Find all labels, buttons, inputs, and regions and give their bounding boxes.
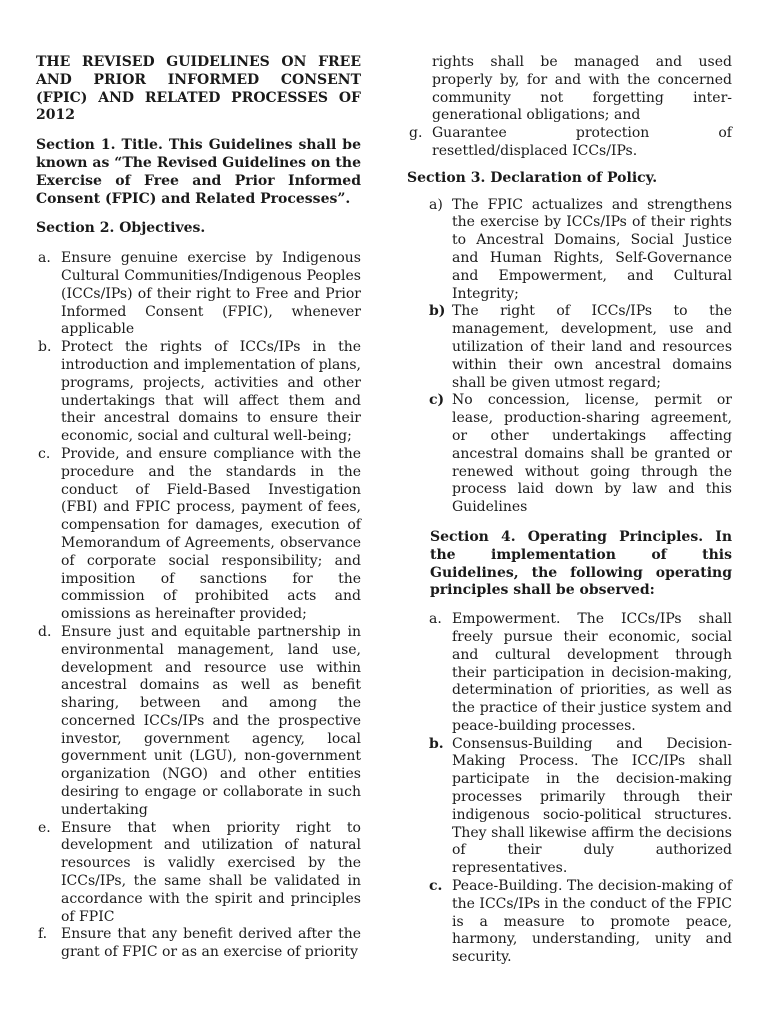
- list-item: [36, 446, 361, 624]
- list-item-text: Protect the rights of ICCs/IPs in the introduction and implementation of plans, programs, projects, activities and other undertakings that will affect them and their ancestral domains to ensure their economic, social and cultural well-being;: [61, 339, 361, 445]
- list-item: [36, 250, 361, 339]
- list-item: [36, 624, 361, 820]
- list-item: [36, 926, 361, 962]
- list-item-text: Consensus-Building and Decision-Making Process. The ICC/IPs shall participate in the decision-making processes primarily through their indigenous socio-political structures. They shall likewise affirm the decisions of their duly authorized representatives.: [452, 735, 732, 877]
- list-marker: c.: [38, 445, 51, 462]
- section-3-heading: Section 3. Declaration of Policy.: [407, 169, 658, 186]
- list-item: [407, 392, 732, 517]
- list-item-text: Empowerment. The ICCs/IPs shall freely pursue their economic, social and cultural development through their participation in decision-making, determination of priorities, as well as the practice of their justice system and peace-building processes.: [452, 611, 732, 734]
- list-marker: g.: [409, 125, 423, 142]
- right-column: [407, 54, 732, 979]
- list-item: [407, 125, 732, 161]
- objective-f-continuation: rights shall be managed and used properly by, for and with the concerned community not forgetting inter-generational obligations; and: [432, 54, 732, 124]
- list-item-text: Ensure genuine exercise by Indigenous Cultural Communities/Indigenous Peoples (ICCs/IPs) of their right to Free and Prior Informed Consent (FPIC), whenever applicable: [61, 250, 361, 338]
- list-item-text: Ensure that when priority right to development and utilization of natural resources is validly exercised by the ICCs/IPs, the same shall be validated in accordance with the spirit and principles of FPIC: [61, 819, 361, 925]
- list-item-text: Ensure that any benefit derived after the grant of FPIC or as an exercise of priority: [61, 926, 361, 961]
- section-4-heading: Section 4. Operating Principles. In the implementation of this Guidelines, the following operating principles shall be observed:: [430, 528, 732, 599]
- left-column: [36, 54, 361, 974]
- list-item: [407, 197, 732, 304]
- list-item: [36, 339, 361, 446]
- list-item-text: Provide, and ensure compliance with the procedure and the standards in the conduct of Field-Based Investigation (FBI) and FPIC process, payment of fees, compensation for damages, execution of Memorandum of Agreements, observance of corporate social responsibility; and imposition of sanctions for the commission of prohibited acts and omissions as hereinafter provided;: [61, 445, 361, 623]
- objectives-list-continued: [407, 125, 732, 161]
- list-item: [407, 736, 732, 878]
- list-marker: a): [429, 196, 443, 213]
- list-marker: e.: [38, 819, 51, 836]
- section-1-title: Section 1. Title. This Guidelines shall be known as “The Revised Guidelines on the Exercise of Free and Prior Informed Consent (FPIC) and Related Processes”.: [36, 137, 361, 207]
- list-marker: c.: [429, 878, 443, 895]
- list-marker: d.: [38, 623, 52, 640]
- principles-list: [407, 611, 732, 967]
- list-item-text: No concession, license, permit or lease, production-sharing agreement, or other undertakings affecting ancestral domains shall be granted or renewed without going through the process laid down by law and this Guidelines: [452, 392, 732, 516]
- list-item: [36, 820, 361, 927]
- list-item: [407, 303, 732, 392]
- list-marker: b.: [38, 339, 52, 356]
- policy-list: [407, 197, 732, 517]
- list-marker: c): [429, 392, 445, 409]
- list-marker: b): [429, 303, 446, 320]
- list-marker: a.: [429, 611, 442, 628]
- list-item-text: Guarantee protection of resettled/displaced ICCs/IPs.: [432, 125, 732, 159]
- list-marker: f.: [38, 926, 48, 943]
- objectives-list: [36, 250, 361, 962]
- list-item-text: Ensure just and equitable partnership in environmental management, land use, development and resource use within ancestral domains as well as benefit sharing, between and among the concerned ICCs/IPs and the prospective investor, government agency, local government unit (LGU), non-government organization (NGO) and other entities desiring to engage or collaborate in such undertaking: [61, 623, 361, 818]
- list-item: [407, 878, 732, 967]
- list-item: [407, 611, 732, 736]
- list-item-text: The right of ICCs/IPs to the management, development, use and utilization of their land and resources within their own ancestral domains shall be given utmost regard;: [452, 303, 732, 391]
- section-2-heading: Section 2. Objectives.: [36, 220, 206, 237]
- list-marker: a.: [38, 250, 51, 267]
- document-title: THE REVISED GUIDELINES ON FREE AND PRIOR INFORMED CONSENT (FPIC) AND RELATED PROCESSES OF 2012: [36, 54, 361, 124]
- list-marker: b.: [429, 735, 444, 752]
- list-item-text: The FPIC actualizes and strengthens the exercise by ICCs/IPs of their rights to Ancestral Domains, Social Justice and Human Rights, Self-Governance and Empowerment, and Cultural Integrity;: [452, 196, 732, 302]
- list-item-text: Peace-Building. The decision-making of the ICCs/IPs in the conduct of the FPIC is a measure to promote peace, harmony, understanding, unity and security.: [452, 878, 732, 966]
